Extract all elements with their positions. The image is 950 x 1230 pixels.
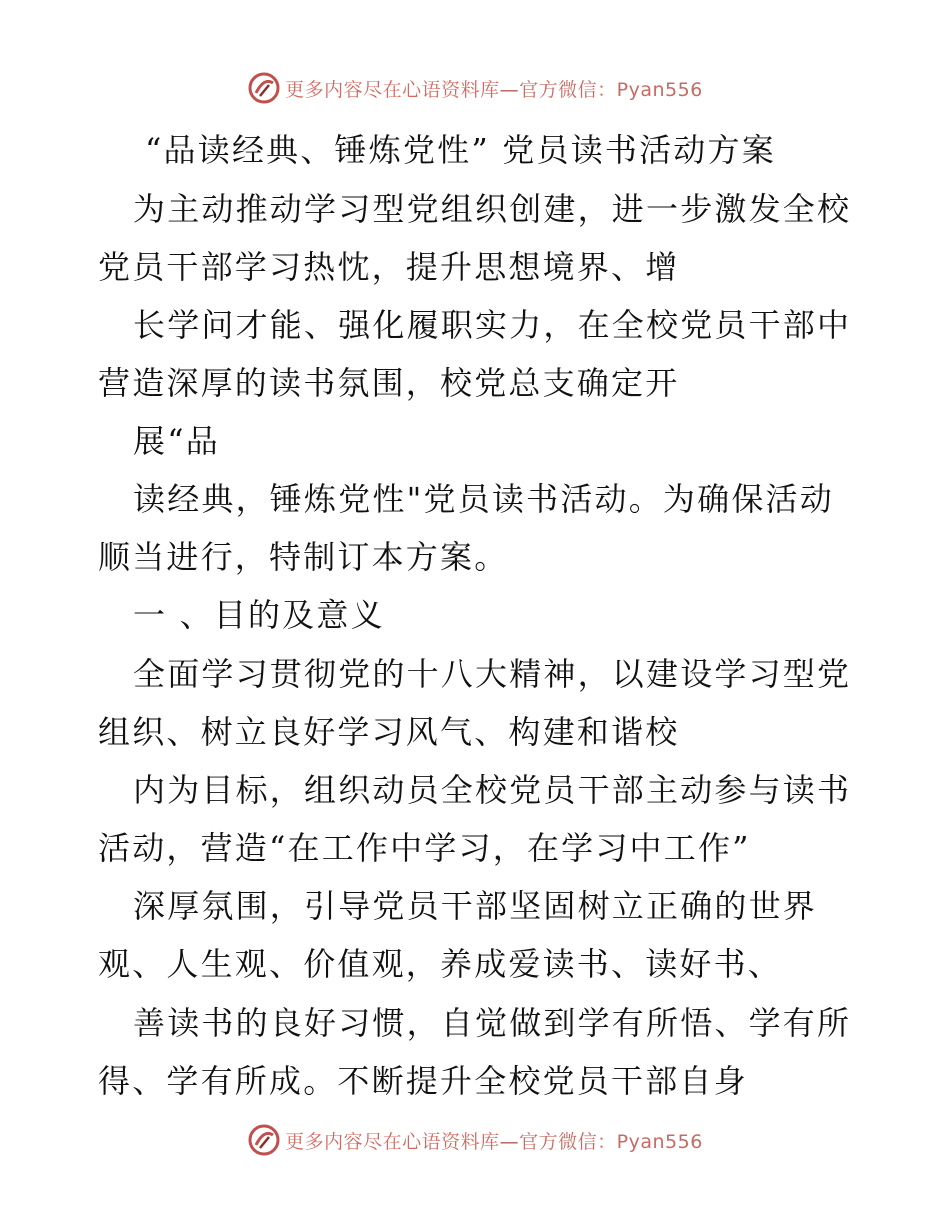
banner-text bbox=[285, 75, 703, 102]
paragraph-line: 长学问才能、强化履职实力，在全校党员干部中 bbox=[133, 306, 852, 344]
banner-wechat-text: 官方微信：Pyan556 bbox=[519, 78, 703, 101]
banner-library-text: 更多内容尽在心语资料库 bbox=[285, 1130, 500, 1153]
library-logo-icon bbox=[247, 1123, 281, 1157]
library-logo-icon bbox=[247, 71, 281, 105]
paragraph-line: 顺当进行，特制订本方案。 bbox=[98, 538, 509, 576]
paragraph-line: 为主动推动学习型党组织创建，进一步激发全校 bbox=[133, 190, 852, 228]
document-title: “品读经典、锤炼党性” 党员读书活动方案 bbox=[145, 131, 776, 169]
paragraph-line: 善读书的良好习惯，自觉做到学有所悟、学有所 bbox=[133, 1004, 852, 1042]
paragraph-line: 观、人生观、价值观，养成爱读书、读好书、 bbox=[98, 945, 783, 983]
paragraph-line: 组织、树立良好学习风气、构建和谐校 bbox=[98, 713, 680, 751]
paragraph-line: 营造深厚的读书氛围，校党总支确定开 bbox=[98, 364, 680, 402]
section-heading: 一 、目的及意义 bbox=[133, 596, 385, 634]
footer-watermark-banner bbox=[0, 1118, 950, 1162]
header-watermark-banner bbox=[0, 66, 950, 110]
paragraph-line: 读经典，锤炼党性"党员读书活动。为确保活动 bbox=[133, 480, 834, 518]
banner-text bbox=[285, 1127, 703, 1154]
paragraph-line: 全面学习贯彻党的十八大精神，以建设学习型党 bbox=[133, 655, 852, 693]
banner-dash: — bbox=[499, 78, 520, 101]
banner-library-text: 更多内容尽在心语资料库 bbox=[285, 78, 500, 101]
paragraph-line: 活动，营造“在工作中学习，在学习中工作” bbox=[98, 829, 751, 867]
paragraph-line: 深厚氛围，引导党员干部坚固树立正确的世界 bbox=[133, 887, 818, 925]
paragraph-line: 内为目标，组织动员全校党员干部主动参与读书 bbox=[133, 771, 852, 809]
banner-wechat-text: 官方微信：Pyan556 bbox=[519, 1130, 703, 1153]
paragraph-line: 得、学有所成。不断提升全校党员干部自身 bbox=[98, 1062, 748, 1100]
paragraph-line: 党员干部学习热忱，提升思想境界、增 bbox=[98, 248, 680, 286]
banner-dash: — bbox=[499, 1130, 520, 1153]
paragraph-line: 展“品 bbox=[133, 422, 220, 460]
